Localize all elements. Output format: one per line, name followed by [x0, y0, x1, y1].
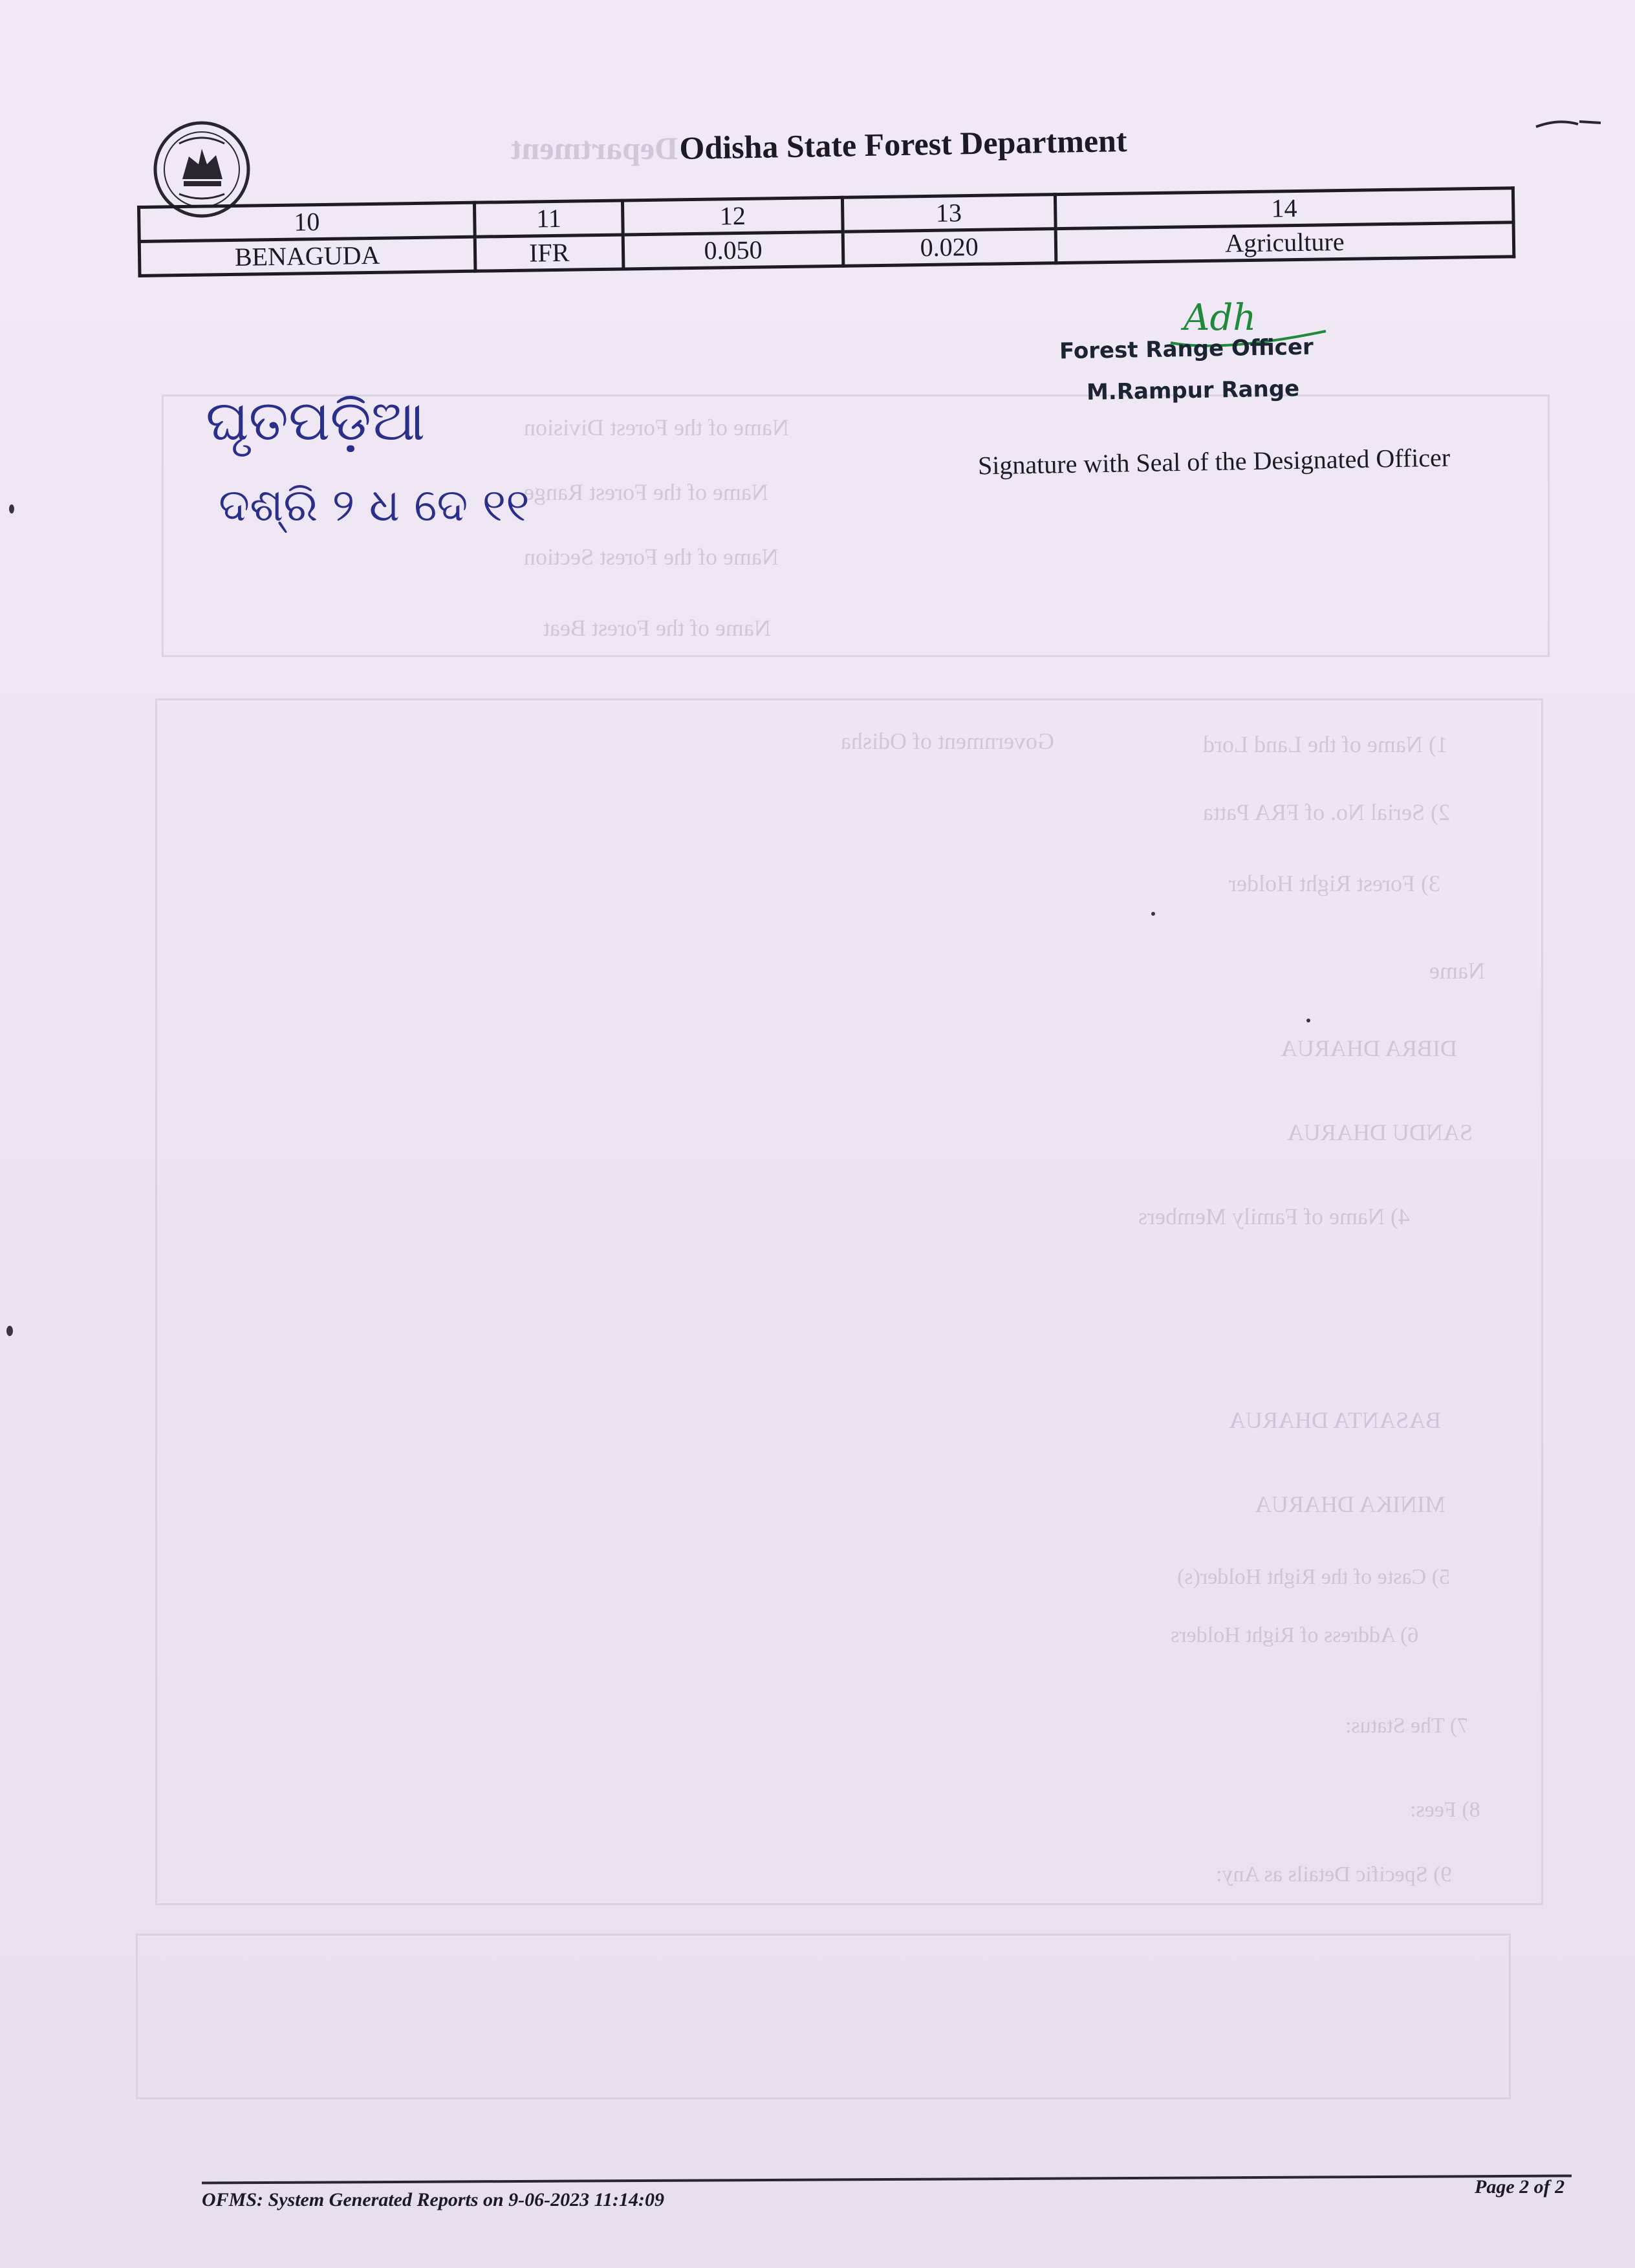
- table-header-cell: 14: [1055, 188, 1513, 229]
- bleed-row: Name: [1429, 958, 1485, 984]
- footer-generated-timestamp: OFMS: System Generated Reports on 9-06-2023 11:14:09: [202, 2189, 664, 2210]
- signature-caption: Signature with Seal of the Designated Officer: [977, 442, 1451, 481]
- table-cell-area-hect: 0.020: [843, 229, 1056, 266]
- bleed-frame-bottom: [136, 1934, 1511, 2099]
- bleed-row: 7) The Status:: [1345, 1714, 1469, 1738]
- table-header-cell: 11: [474, 200, 623, 237]
- table-cell-nature: Agriculture: [1056, 222, 1514, 263]
- bleed-row: 8) Fees:: [1410, 1798, 1480, 1822]
- bleed-row: BASANTA DHARUA: [1229, 1407, 1442, 1433]
- handwriting-line-2: ଦଶ୍ରି ୨ ଧ ଦେ ୧୧: [219, 479, 530, 532]
- corner-pencil-mark: [1533, 115, 1604, 135]
- table-header-cell: 13: [842, 195, 1056, 232]
- stamp-range: M.Rampur Range: [1086, 376, 1300, 405]
- bleed-row: SANDU DHARUA: [1287, 1119, 1473, 1145]
- handwriting-line-1: ଘୃତପଡ଼ିଆ: [206, 389, 426, 453]
- bleed-row: 3) Forest Right Holder: [1229, 870, 1440, 896]
- page-title: Odisha State Forest Department: [679, 122, 1127, 166]
- paper-speck: [6, 1326, 13, 1336]
- stamp-designation: Forest Range Officer: [1059, 334, 1314, 365]
- paper-speck: [1151, 912, 1155, 916]
- table-header-cell: 10: [139, 202, 475, 241]
- table-cell-village: BENAGUDA: [139, 237, 475, 275]
- table-cell-forest-type: IFR: [475, 235, 623, 271]
- bleed-row: Name of the Forest Range: [524, 479, 768, 505]
- bleed-row: 2) Serial No. of FRA Patta: [1203, 799, 1450, 825]
- bleed-row: Name of the Forest Division: [524, 415, 789, 440]
- handwritten-annotation: [206, 382, 568, 550]
- bleed-row: MINIKA DHARUA: [1255, 1491, 1446, 1517]
- paper-speck: [9, 504, 14, 513]
- bleed-row: 5) Caste of the Right Holder(s): [1177, 1565, 1451, 1589]
- bleed-row: DIBRA DHARUA: [1281, 1035, 1458, 1061]
- signature-initials: Adh: [1184, 297, 1257, 339]
- bleed-row: Government of Odisha: [841, 728, 1054, 754]
- table-header-cell: 12: [623, 197, 843, 235]
- bleed-title: Department: [511, 130, 678, 166]
- paper-speck: [1306, 1019, 1310, 1022]
- bleed-row: 4) Name of Family Members: [1138, 1204, 1410, 1229]
- footer-page-number: Page 2 of 2: [1475, 2176, 1565, 2198]
- bleed-row: Name of the Forest Section: [524, 544, 779, 570]
- bleed-row: Name of the Forest Beat: [543, 615, 771, 641]
- bleed-row: 9) Specific Details as Any:: [1216, 1863, 1452, 1886]
- bleed-row: 1) Name of the Land Lord: [1203, 731, 1448, 757]
- table-cell-area-acre: 0.050: [623, 232, 843, 269]
- bleed-row: 6) Address of Right Holders: [1171, 1623, 1419, 1647]
